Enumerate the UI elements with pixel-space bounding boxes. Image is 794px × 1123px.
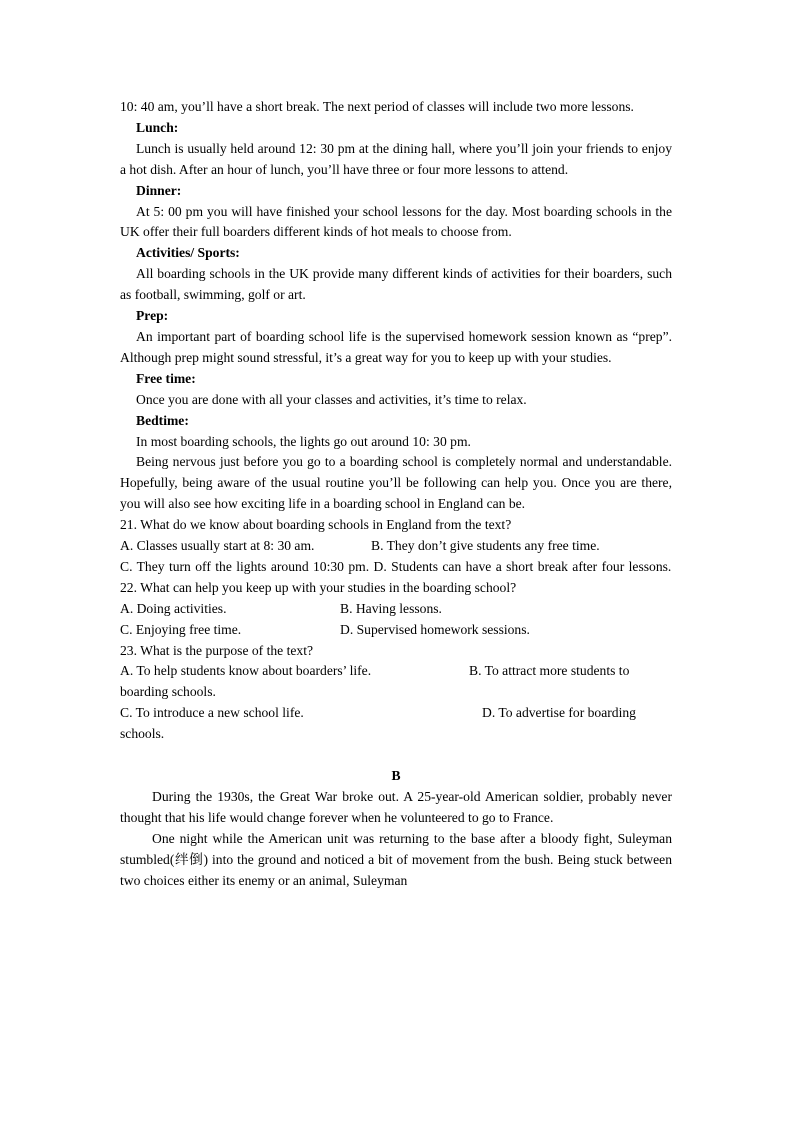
option: C. Enjoying free time. xyxy=(120,621,242,637)
paragraph-lunch: Lunch is usually held around 12: 30 pm at the dining hall, where you’ll join your friends to enjoy a hot dish. After an hour of lunch, you’ll have three or four more lessons to attend. xyxy=(120,140,672,177)
paragraph-free-time: Once you are done with all your classes and activities, it’s time to relax. xyxy=(136,391,527,407)
paragraph: One night while the American unit was returning to the base after a bloody fight, Suleyman stumbled(绊倒) into the ground and noticed a bit of movement from the bush. Being stuck between two choices either its enemy or an animal, Suleyman xyxy=(120,830,672,888)
question-22: 22. What can help you keep up with your studies in the boarding school? xyxy=(120,579,517,595)
question-23-options-cd xyxy=(120,703,672,745)
paragraph-prep: An important part of boarding school life is the supervised homework session known as “prep”. Although prep might sound stressful, it’s a great way for you to keep up with your studies. xyxy=(120,328,672,365)
option: B. Having lessons. xyxy=(340,600,442,616)
option: C. To introduce a new school life. xyxy=(120,705,304,721)
option: D. To advertise for boarding schools. xyxy=(120,705,636,742)
question-23-options-ab xyxy=(120,661,672,703)
document-page xyxy=(120,97,672,892)
paragraph: 10: 40 am, you’ll have a short break. The next period of classes will include two more lessons. xyxy=(120,99,634,114)
passage-b-title: B xyxy=(391,768,401,784)
option: A. Classes usually start at 8: 30 am. xyxy=(120,538,315,554)
question-21-options-ab xyxy=(120,536,672,557)
paragraph-bedtime: In most boarding schools, the lights go out around 10: 30 pm. xyxy=(136,433,471,449)
question-22-options-ab xyxy=(120,599,672,620)
section-heading-dinner: Dinner: xyxy=(136,182,182,198)
option: A. To help students know about boarders’ life. xyxy=(120,663,372,679)
option: A. Doing activities. xyxy=(120,600,227,616)
paragraph-dinner: At 5: 00 pm you will have finished your school lessons for the day. Most boarding schools in the UK offer their full boarders different kinds of hot meals to choose from. xyxy=(120,203,672,240)
section-heading-activities: Activities/ Sports: xyxy=(136,245,240,261)
question-21: 21. What do we know about boarding schools in England from the text? xyxy=(120,517,512,533)
option: B. They don’t give students any free time. xyxy=(371,538,600,554)
option: D. Supervised homework sessions. xyxy=(340,621,530,637)
paragraph-activities: All boarding schools in the UK provide many different kinds of activities for their boarders, such as football, swimming, golf or art. xyxy=(120,266,672,303)
question-21-options-cd: C. They turn off the lights around 10:30 pm. D. Students can have a short break after four lessons. xyxy=(120,558,672,574)
paragraph-conclusion: Being nervous just before you go to a boarding school is completely normal and understandable. Hopefully, being aware of the usual routine you’ll be following can help you. Once you are there, you will also see how exciting life in a boarding school in England can be. xyxy=(120,454,672,512)
section-heading-free-time: Free time: xyxy=(136,370,196,386)
section-heading-prep: Prep: xyxy=(136,308,169,324)
question-23: 23. What is the purpose of the text? xyxy=(120,642,314,658)
section-heading-bedtime: Bedtime: xyxy=(136,412,189,428)
section-heading-lunch: Lunch: xyxy=(136,119,179,135)
question-22-options-cd xyxy=(120,620,672,641)
option: B. To attract more students to boarding schools. xyxy=(120,663,630,700)
paragraph: During the 1930s, the Great War broke out. A 25-year-old American soldier, probably never thought that his life would change forever when he volunteered to go to France. xyxy=(120,789,672,825)
